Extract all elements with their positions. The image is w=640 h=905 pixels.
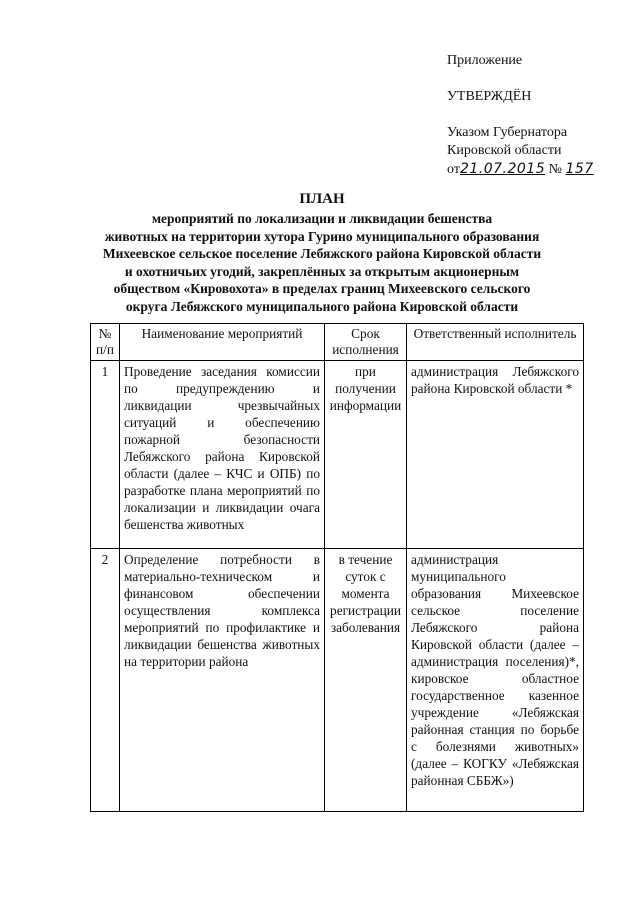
subtitle-line: животных на территории хутора Гурино муниципального образования [104,228,540,244]
header-number: № п/п [91,324,120,361]
decree-label: Указом Губернатора [447,125,568,140]
plan-heading: ПЛАН [299,191,345,207]
row-term: в течение суток с момента регистрации заболевания [325,549,407,812]
row-activity: Определение потребности в материально-техническом и финансовом обеспечении осуществления комплекса мероприятий по профилактике и ликвидации бешенства животных на территории района [120,549,325,812]
subtitle-line: округа Лебяжского муниципального района Кировской области [125,298,519,314]
table-row [91,361,584,549]
subtitle-line: Михеевское сельское поселение Лебяжского района Кировской области [102,246,542,261]
plan-title-block [82,190,562,315]
subtitle-line: мероприятий по локализации и ликвидации бешенства [151,211,493,226]
approved-label: УТВЕРЖДЁН [447,89,532,104]
plan-subtitle [82,210,562,315]
date-prefix: от [447,162,460,177]
row-responsible: администрация муниципального образования Михеевское сельское поселение Лебяжского района Кировской области (далее – администрация поселения)*, кировское областное государственное казенное учреждение «Лебяжская районная станция по борьбе с болезнями животных» (далее – КОГКУ «Лебяжская районная СББЖ») [407,549,584,812]
table-header-row [91,324,584,361]
number-prefix: № [548,162,562,177]
plan-table [90,323,584,812]
header-responsible: Ответственный исполнитель [407,324,584,361]
row-number: 1 [91,361,120,549]
row-term: при получении информации [325,361,407,549]
decree-date-number [447,160,627,179]
row-activity: Проведение заседания комиссии по предупреждению и ликвидации чрезвычайных ситуаций и обеспечению пожарной безопасности Лебяжского района Кировской области (далее – КЧС и ОПБ) по разработке плана мероприятий по локализации и ликвидации очага бешенства животных [120,361,325,549]
handwritten-date: 21.07.2015 [459,161,546,177]
row-number: 2 [91,549,120,812]
header-activity: Наименование мероприятий [120,324,325,361]
subtitle-line: обществом «Кировохота» в пределах границ Михеевского сельского [113,281,531,296]
approval-block [447,52,627,179]
appendix-label: Приложение [447,53,523,68]
handwritten-number: 157 [565,161,594,177]
subtitle-line: и охотничьих угодий, закреплённых за открытым акционерным [124,263,520,279]
table-row [91,549,584,812]
region-label: Кировской области [447,143,562,158]
header-term: Срок исполнения [325,324,407,361]
row-responsible: администрация Лебяжского района Кировской области * [407,361,584,549]
